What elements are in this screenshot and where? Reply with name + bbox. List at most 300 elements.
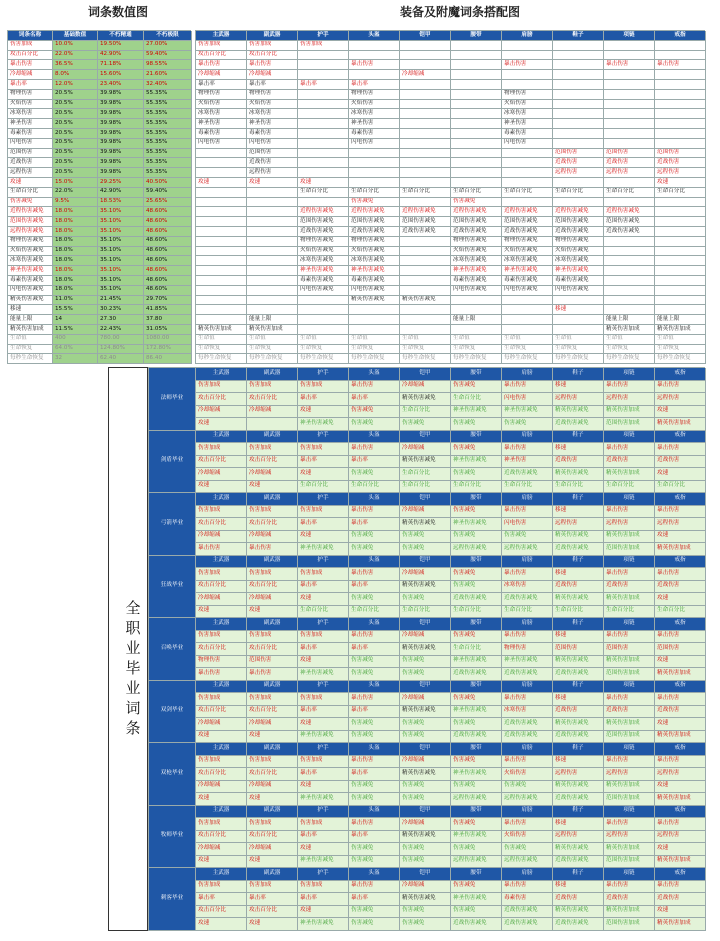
left-table-cell: 远程伤害 [8, 168, 53, 178]
right-table-cell [655, 266, 706, 276]
left-table-cell: 35.10% [98, 256, 144, 266]
job-table-cell: 范围伤害 [247, 656, 298, 669]
job-table-cell: 攻速 [655, 406, 706, 419]
left-table-cell: 35.10% [98, 237, 144, 247]
job-table-cell: 伤害减免 [451, 818, 502, 831]
job-table-cell: 冰寒伤害 [502, 581, 553, 594]
job-table-cell: 远程伤害 [604, 518, 655, 531]
right-table-cell [400, 286, 451, 296]
job-table-cell: 冷却缩减 [400, 381, 451, 394]
job-table-cell: 远程伤害减免 [502, 543, 553, 556]
job-table-cell: 伤害减免 [400, 843, 451, 856]
job-header-cell: 肩膀 [502, 868, 553, 881]
job-table-cell: 伤害加成 [247, 631, 298, 644]
job-table-cell: 攻速 [196, 606, 247, 619]
right-table-cell: 生命恢复 [502, 345, 553, 355]
right-table-cell [655, 296, 706, 306]
job-table-cell: 精英伤害加成 [604, 781, 655, 794]
right-table-cell [400, 51, 451, 61]
right-table-cell [349, 305, 400, 315]
job-table-cell: 攻速 [298, 656, 349, 669]
job-header-cell: 鞋子 [553, 493, 604, 506]
left-table-cell: 39.98% [98, 168, 144, 178]
job-table-cell: 神圣伤害减免 [298, 793, 349, 806]
right-table-cell: 近战伤害减免 [349, 227, 400, 237]
job-table-cell: 范围伤害 [553, 643, 604, 656]
job-header-cell: 头盔 [349, 681, 400, 694]
job-table-cell: 远程伤害 [553, 393, 604, 406]
right-table-cell [247, 237, 298, 247]
job-table-cell: 近战伤害减免 [502, 593, 553, 606]
job-header-cell: 主武器 [196, 681, 247, 694]
job-table-cell: 伤害加成 [298, 631, 349, 644]
left-table-cell: 近战伤害 [8, 158, 53, 168]
right-table-cell [451, 119, 502, 129]
job-table-cell: 暴击伤害 [502, 756, 553, 769]
job-table-cell: 暴击伤害 [502, 443, 553, 456]
left-table-cell: 冷却缩减 [8, 70, 53, 80]
job-table-cell: 精英伤害减免 [400, 893, 451, 906]
job-table-cell: 远程伤害减免 [502, 856, 553, 869]
left-table-cell: 39.98% [98, 119, 144, 129]
right-table-cell [400, 139, 451, 149]
right-table-cell [553, 129, 604, 139]
job-table-cell: 伤害减免 [451, 443, 502, 456]
right-table-cell: 生命百分比 [400, 188, 451, 198]
job-table-cell: 暴击伤害 [502, 381, 553, 394]
right-table-cell [502, 149, 553, 159]
left-table-cell: 86.40 [144, 354, 192, 364]
job-table-cell: 攻速 [196, 793, 247, 806]
right-table-cell: 生命值 [196, 335, 247, 345]
left-table-cell: 62.40 [98, 354, 144, 364]
left-table-cell: 22.0% [53, 51, 98, 61]
job-table-cell: 精英伤害减免 [400, 706, 451, 719]
job-table-cell: 伤害加成 [247, 506, 298, 519]
right-table-cell: 移速 [553, 305, 604, 315]
job-header-cell: 鞋子 [553, 368, 604, 381]
job-table-cell: 范围伤害加成 [604, 793, 655, 806]
job-table-cell: 伤害加成 [298, 381, 349, 394]
job-table-cell: 伤害加成 [247, 881, 298, 894]
right-table-cell [349, 51, 400, 61]
job-table-cell: 伤害减免 [349, 793, 400, 806]
left-table-cell: 18.0% [53, 286, 98, 296]
job-table-cell: 伤害减免 [349, 718, 400, 731]
job-header-cell: 主武器 [196, 368, 247, 381]
right-table-cell: 伤害加成 [298, 41, 349, 51]
right-table-cell [451, 70, 502, 80]
right-table-cell [655, 129, 706, 139]
job-table-cell: 伤害减免 [400, 856, 451, 869]
left-table-cell: 8.0% [53, 70, 98, 80]
right-table-cell: 毒素伤害 [502, 129, 553, 139]
job-header-cell: 肩膀 [502, 556, 553, 569]
job-header-cell: 副武器 [247, 743, 298, 756]
right-table-cell [400, 256, 451, 266]
job-table-cell: 伤害减免 [451, 843, 502, 856]
job-table-cell: 伤害减免 [349, 468, 400, 481]
job-table-cell: 精英伤害加成 [655, 668, 706, 681]
left-table-cell: 20.5% [53, 109, 98, 119]
right-table-cell: 火焰伤害减免 [502, 247, 553, 257]
left-table-cell: 每秒生命恢复 [8, 354, 53, 364]
job-table-cell: 伤害减免 [400, 906, 451, 919]
right-table-cell: 生命值 [349, 335, 400, 345]
job-header-cell: 项链 [604, 368, 655, 381]
job-table-cell: 精英伤害减免 [553, 406, 604, 419]
job-table-cell: 精英伤害减免 [400, 831, 451, 844]
job-table-cell: 伤害减免 [451, 568, 502, 581]
left-table-cell: 冰寒伤害 [8, 109, 53, 119]
job-table-cell: 远程伤害 [553, 768, 604, 781]
job-table-cell: 伤害加成 [196, 881, 247, 894]
job-table-cell: 近战伤害减免 [502, 731, 553, 744]
job-table-cell: 伤害减免 [349, 856, 400, 869]
right-table-cell: 范围伤害减免 [400, 217, 451, 227]
job-table-cell: 攻击百分比 [247, 393, 298, 406]
right-table-cell: 暴击伤害 [247, 60, 298, 70]
right-table-cell [400, 149, 451, 159]
right-table-cell [298, 305, 349, 315]
right-table-cell [247, 276, 298, 286]
right-table-cell: 冰寒伤害减免 [451, 256, 502, 266]
job-table-cell: 伤害减免 [349, 418, 400, 431]
job-header-cell: 鞋子 [553, 618, 604, 631]
right-table-cell: 生命值 [655, 335, 706, 345]
right-table-cell [349, 178, 400, 188]
right-table-cell [604, 70, 655, 80]
job-table-cell: 攻速 [655, 468, 706, 481]
job-table-cell: 神圣伤害减免 [298, 418, 349, 431]
job-table-cell: 暴击伤害 [604, 506, 655, 519]
job-table-cell: 生命百分比 [553, 606, 604, 619]
job-table-cell: 暴击伤害 [604, 756, 655, 769]
right-table-cell: 伤害减免 [451, 198, 502, 208]
job-table-cell: 冷却缩减 [400, 818, 451, 831]
right-table-cell: 精英伤害加成 [655, 325, 706, 335]
job-table-cell: 暴击伤害 [655, 506, 706, 519]
job-header-cell: 鞋子 [553, 868, 604, 881]
right-table-cell [247, 247, 298, 257]
right-table-cell: 范围伤害减免 [604, 217, 655, 227]
job-table-cell: 神圣伤害 [502, 456, 553, 469]
job-table-cell: 毒素伤害 [502, 893, 553, 906]
left-table-cell: 神圣伤害 [8, 119, 53, 129]
right-table-cell: 闪电伤害减免 [349, 286, 400, 296]
job-label: 狂战毕业 [149, 556, 196, 619]
right-table-cell [349, 325, 400, 335]
job-table-cell: 攻击百分比 [196, 706, 247, 719]
left-table-cell: 20.5% [53, 158, 98, 168]
job-table-cell: 远程伤害 [655, 768, 706, 781]
left-table-cell: 22.0% [53, 188, 98, 198]
job-table-cell: 冷却缩减 [400, 693, 451, 706]
job-label: 双剑毕业 [149, 681, 196, 744]
job-table-cell: 近战伤害 [553, 581, 604, 594]
left-table-cell: 18.0% [53, 247, 98, 257]
job-table-cell: 暴击伤害 [349, 443, 400, 456]
right-table-cell: 暴击率 [298, 80, 349, 90]
job-header-cell: 戒指 [655, 493, 706, 506]
job-table-cell: 精英伤害减免 [553, 906, 604, 919]
right-table-cell: 暴击伤害 [196, 60, 247, 70]
job-table-cell: 暴击伤害 [604, 693, 655, 706]
left-table-cell: 29.70% [144, 296, 192, 306]
job-table-cell: 伤害加成 [196, 443, 247, 456]
left-table-cell: 18.0% [53, 276, 98, 286]
left-table-cell: 36.5% [53, 60, 98, 70]
job-table-cell: 冷却缩减 [196, 718, 247, 731]
right-table-cell [298, 90, 349, 100]
job-table-cell: 范围伤害 [604, 643, 655, 656]
job-table-cell: 生命百分比 [451, 393, 502, 406]
right-table-cell: 冷却缩减 [196, 70, 247, 80]
job-table-cell: 精英伤害减免 [400, 643, 451, 656]
left-table-cell: 生命恢复 [8, 345, 53, 355]
right-table-cell: 冰寒伤害 [349, 109, 400, 119]
right-table-cell [502, 80, 553, 90]
left-table-cell: 22.43% [98, 325, 144, 335]
right-table-cell [451, 178, 502, 188]
right-table-cell: 范围伤害 [655, 149, 706, 159]
right-table-cell [604, 247, 655, 257]
left-table-cell: 精英伤害减免 [8, 296, 53, 306]
job-table-cell: 精英伤害加成 [655, 543, 706, 556]
right-table-cell [604, 109, 655, 119]
left-table-cell: 59.40% [144, 51, 192, 61]
job-table-cell: 范围伤害 [655, 643, 706, 656]
job-table-cell: 伤害加成 [196, 381, 247, 394]
right-table-cell: 精英伤害加成 [196, 325, 247, 335]
job-table-cell: 伤害减免 [400, 793, 451, 806]
right-table-cell [298, 51, 349, 61]
right-table-cell: 伤害加成 [247, 41, 298, 51]
job-table-cell: 伤害减免 [400, 531, 451, 544]
left-table-cell: 55.35% [144, 119, 192, 129]
job-table-cell [247, 418, 298, 431]
right-header-cell: 主武器 [196, 31, 247, 41]
job-table-cell: 攻速 [298, 843, 349, 856]
job-table-cell: 精英伤害减免 [553, 468, 604, 481]
job-table-cell: 伤害加成 [298, 443, 349, 456]
job-table-cell: 移速 [553, 756, 604, 769]
left-table-cell: 48.60% [144, 276, 192, 286]
job-table-cell: 暴击率 [298, 706, 349, 719]
right-table-cell [502, 315, 553, 325]
job-header-cell: 鞋子 [553, 806, 604, 819]
left-table-cell: 35.10% [98, 227, 144, 237]
right-table-cell: 精英伤害减免 [400, 296, 451, 306]
right-table-cell [349, 315, 400, 325]
job-label: 刺客毕业 [149, 868, 196, 931]
job-table-cell: 攻速 [247, 731, 298, 744]
right-table-cell [604, 139, 655, 149]
job-table-cell: 暴击率 [349, 581, 400, 594]
job-table-cell: 近战伤害减免 [553, 543, 604, 556]
right-table-cell: 范围伤害 [604, 149, 655, 159]
right-table-cell: 火焰伤害 [349, 100, 400, 110]
right-table-cell [502, 325, 553, 335]
job-table-cell: 近战伤害 [655, 706, 706, 719]
right-table-cell [655, 90, 706, 100]
job-header-cell: 项链 [604, 806, 655, 819]
right-table-cell [247, 286, 298, 296]
left-table-cell: 9.5% [53, 198, 98, 208]
right-table-cell: 神圣伤害 [196, 119, 247, 129]
left-table-cell: 35.10% [98, 276, 144, 286]
job-table-cell: 伤害减免 [451, 781, 502, 794]
right-table-cell: 冷却缩减 [400, 70, 451, 80]
right-table-cell: 远程伤害 [604, 168, 655, 178]
job-table-cell: 攻击百分比 [196, 581, 247, 594]
right-table-cell [604, 296, 655, 306]
job-table-cell: 近战伤害减免 [553, 418, 604, 431]
right-table-cell: 每秒生命恢复 [349, 354, 400, 364]
right-table-cell: 神圣伤害减免 [349, 266, 400, 276]
job-header-cell: 头盔 [349, 618, 400, 631]
right-table-cell [553, 139, 604, 149]
left-table-cell: 毒素伤害 [8, 129, 53, 139]
job-table-cell: 暴击率 [298, 768, 349, 781]
right-header-cell: 肩膀 [502, 31, 553, 41]
left-table-cell: 35.10% [98, 207, 144, 217]
job-table-cell: 攻速 [298, 406, 349, 419]
right-table-cell: 范围伤害减免 [451, 217, 502, 227]
job-header-cell: 鞋子 [553, 681, 604, 694]
job-table-cell: 暴击率 [298, 643, 349, 656]
left-table-cell: 35.10% [98, 217, 144, 227]
job-table-cell: 近战伤害减免 [502, 718, 553, 731]
job-table-cell: 神圣伤害减免 [451, 768, 502, 781]
left-table-cell: 48.60% [144, 207, 192, 217]
right-table-cell [604, 119, 655, 129]
right-table-cell [196, 256, 247, 266]
right-table-cell [655, 237, 706, 247]
job-header-cell: 护手 [298, 493, 349, 506]
right-table-cell: 生命百分比 [349, 188, 400, 198]
job-table-cell: 攻速 [196, 481, 247, 494]
right-table-cell [604, 198, 655, 208]
right-table-cell [553, 296, 604, 306]
job-table-cell: 伤害加成 [196, 818, 247, 831]
left-table-cell: 1080.00 [144, 335, 192, 345]
left-table-cell: 400 [53, 335, 98, 345]
left-table-cell: 48.60% [144, 237, 192, 247]
left-table-cell: 31.05% [144, 325, 192, 335]
right-table-cell [502, 168, 553, 178]
job-table-cell: 攻击百分比 [247, 831, 298, 844]
left-table-cell: 27.00% [144, 41, 192, 51]
right-table-cell: 火焰伤害减免 [553, 247, 604, 257]
job-table-cell: 伤害加成 [247, 756, 298, 769]
left-table-cell: 35.10% [98, 247, 144, 257]
right-table-cell [196, 227, 247, 237]
left-table-cell: 18.0% [53, 266, 98, 276]
job-table-cell: 伤害减免 [451, 581, 502, 594]
right-table-cell: 物理伤害 [196, 90, 247, 100]
job-label: 牧师毕业 [149, 806, 196, 869]
job-table-cell: 精英伤害减免 [553, 843, 604, 856]
job-table-cell: 攻速 [196, 856, 247, 869]
right-table-cell [400, 198, 451, 208]
right-table-cell [502, 178, 553, 188]
job-header-cell: 项链 [604, 556, 655, 569]
job-table-cell: 近战伤害 [655, 581, 706, 594]
right-table-cell: 闪电伤害减免 [451, 286, 502, 296]
right-table-cell: 每秒生命恢复 [655, 354, 706, 364]
right-table-cell: 神圣伤害减免 [298, 266, 349, 276]
right-header-cell: 头盔 [349, 31, 400, 41]
job-table-cell: 冷却缩减 [247, 593, 298, 606]
job-table-cell: 精英伤害减免 [400, 768, 451, 781]
job-table-cell: 范围伤害加成 [604, 731, 655, 744]
job-table-cell: 暴击率 [298, 893, 349, 906]
right-table-cell [451, 51, 502, 61]
attribute-value-table [7, 30, 191, 364]
job-table-cell: 攻速 [655, 531, 706, 544]
right-table-cell [451, 325, 502, 335]
job-table-cell: 近战伤害 [604, 581, 655, 594]
job-table-cell: 伤害加成 [247, 381, 298, 394]
left-table-cell: 物理伤害减免 [8, 237, 53, 247]
job-header-cell: 戒指 [655, 806, 706, 819]
right-table-cell: 近程伤害减免 [502, 207, 553, 217]
job-header-cell: 肩膀 [502, 681, 553, 694]
job-table-cell: 精英伤害加成 [604, 406, 655, 419]
right-table-cell: 闪电伤害 [349, 139, 400, 149]
left-table-cell: 37.80 [144, 315, 192, 325]
job-header-cell: 头盔 [349, 743, 400, 756]
right-header-cell: 护手 [298, 31, 349, 41]
job-header-cell: 主武器 [196, 618, 247, 631]
right-table-cell: 冰寒伤害减免 [553, 256, 604, 266]
job-header-cell: 腰带 [451, 431, 502, 444]
job-table-cell: 远程伤害减免 [451, 856, 502, 869]
job-table-cell: 神圣伤害减免 [298, 918, 349, 931]
right-table-cell [502, 296, 553, 306]
job-table-cell: 暴击伤害 [247, 543, 298, 556]
left-table-cell: 55.35% [144, 129, 192, 139]
right-table-cell [196, 149, 247, 159]
left-table-cell: 攻击百分比 [8, 51, 53, 61]
job-table-cell: 近战伤害减免 [502, 906, 553, 919]
job-table-cell: 暴击率 [349, 768, 400, 781]
job-table-cell: 生命百分比 [349, 481, 400, 494]
job-header-cell: 铠甲 [400, 618, 451, 631]
left-table-cell: 闪电伤害减免 [8, 286, 53, 296]
left-table-cell: 11.0% [53, 296, 98, 306]
job-table-cell: 生命百分比 [451, 606, 502, 619]
left-table-cell: 伤害减免 [8, 198, 53, 208]
job-table-cell: 近战伤害 [553, 706, 604, 719]
job-table-cell: 暴击率 [298, 518, 349, 531]
right-table-cell: 能量上限 [451, 315, 502, 325]
right-table-cell [655, 119, 706, 129]
left-table-cell: 远程伤害减免 [8, 227, 53, 237]
right-table-cell [196, 158, 247, 168]
right-table-cell [451, 129, 502, 139]
right-table-cell [298, 149, 349, 159]
job-header-cell: 主武器 [196, 806, 247, 819]
right-table-cell [655, 51, 706, 61]
job-table-cell: 近战伤害 [553, 893, 604, 906]
left-table-cell: 18.0% [53, 227, 98, 237]
job-table-cell: 攻击百分比 [247, 518, 298, 531]
job-table-cell: 神圣伤害减免 [298, 668, 349, 681]
job-table-cell: 伤害减免 [451, 506, 502, 519]
job-table-cell: 冷却缩减 [196, 406, 247, 419]
